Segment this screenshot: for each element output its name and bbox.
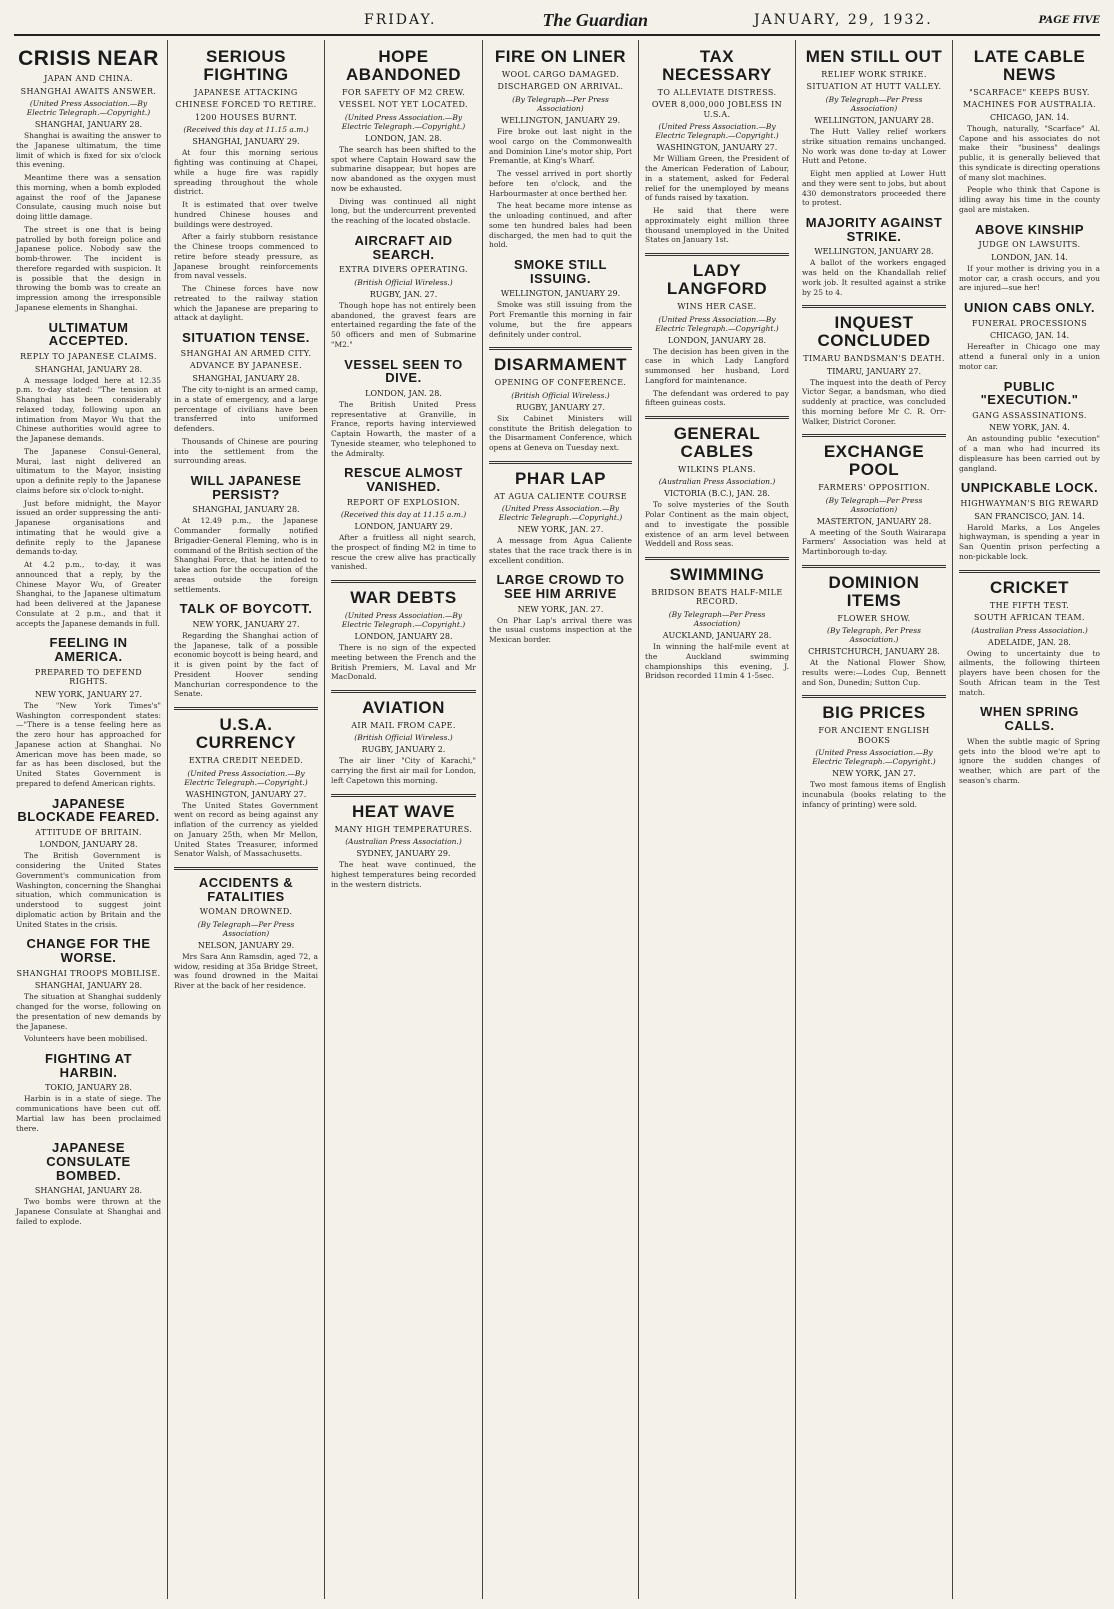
dateline: RUGBY, JANUARY 27. (516, 402, 605, 412)
article (16, 48, 161, 313)
article (331, 580, 476, 682)
article-paragraph: It is estimated that over twelve hundred Chinese houses and buildings were destroyed. (174, 200, 318, 229)
article-paragraph: At four this morning serious fighting was continuing at Chapei, while a huge fire was rapidly spreading throughout the whole district. (174, 148, 318, 197)
article-subheading: FOR ANCIENT ENGLISH BOOKS (818, 726, 930, 745)
article-headline: FEELING IN AMERICA. (49, 635, 128, 664)
article-headline: TALK OF BOYCOTT. (179, 601, 313, 617)
column-3 (324, 40, 482, 1599)
article-headline: EXCHANGE POOL (802, 434, 946, 479)
article-paragraph: The street is one that is being patrolled by both foreign police and Japanese police. Nobody saw the bomb-thrower. The incident is therefore regarded with suspicion. It is possible that the design in throwing the bomb was to create an impression among the irresponsible Japanese elements in Shanghai. (16, 224, 161, 312)
article-paragraph: The British United Press representative at Granville, in France, reports having interviewed Captain Howarth, the master of a Tyneside steamer, who telephoned to the Admiralty. (331, 399, 476, 458)
article-headline: MAJORITY AGAINST STRIKE. (805, 215, 943, 244)
article-paragraph: He said that there were approximately eight million three thousand unemployed in the United States on January 1st. (645, 206, 789, 245)
article (959, 380, 1100, 474)
article-headline: JAPANESE CONSULATE BOMBED. (46, 1140, 131, 1183)
article-paragraph: After a fruitless all night search, the prospect of finding M2 in time to rescue the crew alive has practically vanished. (331, 533, 476, 572)
article-subheading: OPENING OF CONFERENCE. (494, 378, 627, 388)
dateline: NEW YORK, JAN. 27. (517, 604, 604, 614)
dateline: WASHINGTON, JANUARY 27. (656, 143, 778, 153)
article-paragraph: A meeting of the South Wairarapa Farmers' Association was held at Martinborough to-day. (802, 527, 946, 557)
article-subheading: MANY HIGH TEMPERATURES. (334, 824, 473, 834)
dateline: SHANGHAI, JANUARY 29. (192, 137, 300, 147)
dateline: LONDON, JANUARY 28. (668, 335, 766, 345)
column-1 (10, 40, 167, 1599)
article-headline: UNION CABS ONLY. (963, 300, 1096, 316)
article-paragraph: Regarding the Shanghai action of the Japanese, talk of a possible economic boycott is being heard, and it is given point by the fact of President Hoover sending Manchurian correspondence to the Senate. (174, 630, 318, 699)
article (959, 48, 1100, 215)
article-headline: CRISIS NEAR (18, 47, 159, 70)
article-headline: LARGE CROWD TO SEE HIM ARRIVE (496, 572, 625, 602)
dateline: SHANGHAI, JANUARY 28. (192, 505, 300, 515)
article-subheading: TIMARU BANDSMAN'S DEATH. (803, 354, 945, 363)
article (489, 461, 632, 566)
dateline: LONDON, JANUARY 28. (354, 632, 453, 641)
article (802, 305, 946, 426)
dateline: CHICAGO, JAN. 14. (989, 331, 1069, 341)
article (16, 321, 161, 629)
article-headline: WHEN SPRING CALLS. (980, 704, 1079, 734)
article-paragraph: Fire broke out last night in the wool cargo on the Commonwealth and Dominion Line's motor ship, Port Fremantle, at King's Wharf. (489, 127, 632, 166)
article-subheading: JAPAN AND CHINA. (44, 74, 133, 84)
column-7 (952, 40, 1106, 1599)
article-subheading: FARMERS' OPPOSITION. (818, 483, 930, 493)
article-paragraph: The air liner "City of Karachi," carrying the first air mail for London, left Capetown this morning. (331, 756, 476, 785)
article-headline: SITUATION TENSE. (182, 330, 310, 346)
article-paragraph: The city to-night is an armed camp, in a state of emergency, and a large percentage of civilians have been transferred into uniformed defenders. (174, 385, 318, 434)
article-headline: JAPANESE BLOCKADE FEARED. (17, 795, 160, 825)
article-headline: LADY LANGFORD (645, 253, 789, 298)
wire-credit: (Received this day at 11.15 a.m.) (340, 510, 467, 520)
article-headline: PUBLIC "EXECUTION." (980, 378, 1079, 408)
article (959, 481, 1100, 561)
article-paragraph: In winning the half-mile event at the Auckland swimming championships this evening, J. Bridson recorded 11min 4 1-5sec. (645, 642, 789, 681)
article (16, 1052, 161, 1133)
article-headline: U.S.A. CURRENCY (174, 707, 318, 752)
article (331, 690, 476, 786)
article-paragraph: Harold Marks, a Los Angeles highwayman, is spending a year in San Quentin prison perfecting a non-pickable lock. (959, 522, 1100, 561)
article-paragraph: After a fairly stubborn resistance the Chinese troops commenced to retire before steady pressure, as Japanese brought reinforcements from naval vessels. (174, 232, 318, 281)
article-paragraph: Volunteers have been mobilised. (24, 1034, 148, 1044)
article-subheading: FLOWER SHOW. (837, 613, 911, 623)
article-paragraph: Harbin is in a state of siege. The communications have been cut off. Martial law has been proclaimed there. (16, 1094, 161, 1133)
wire-credit: (United Press Association.—By Electric Telegraph.—Copyright.) (341, 112, 466, 131)
article (174, 48, 318, 323)
wire-credit: (Australian Press Association.) (345, 837, 462, 847)
article-subheading: WILKINS PLANS. (678, 464, 756, 474)
article (16, 937, 161, 1044)
wire-credit: (United Press Association.—By Electric Telegraph.—Copyright.) (184, 768, 308, 787)
article-paragraph: The heat wave continued, the highest temperatures being recorded in the western districts. (331, 860, 476, 889)
article (174, 474, 318, 594)
dateline: NEW YORK, JAN. 4. (989, 423, 1070, 433)
article-subheading: VESSEL NOT YET LOCATED. (339, 100, 468, 110)
article (489, 573, 632, 645)
article-subheading: FUNERAL PROCESSIONS (971, 318, 1088, 328)
article-subheading: REPLY TO JAPANESE CLAIMS. (20, 352, 157, 362)
column-4 (482, 40, 638, 1599)
article-headline: HOPE ABANDONED (346, 47, 461, 84)
dateline: VICTORIA (B.C.), JAN. 28. (664, 489, 770, 499)
dateline: SYDNEY, JANUARY 29. (356, 849, 451, 859)
article-paragraph: On Phar Lap's arrival there was the usual customs inspection at the Mexican border. (489, 615, 632, 645)
article-subheading: JAPANESE ATTACKING (194, 87, 298, 97)
article-paragraph: Shanghai is awaiting the answer to the Japanese ultimatum, the time limit of which is fixed for six o'clock this evening. (16, 131, 161, 170)
dateline: RUGBY, JANUARY 2. (361, 745, 446, 755)
article-subheading: BRIDSON BEATS HALF-MILE RECORD. (651, 587, 783, 607)
article (331, 234, 476, 350)
article-paragraph: The situation at Shanghai suddenly changed for the worse, following on the presentation of new demands by the Japanese. (16, 992, 161, 1031)
article-paragraph: To solve mysteries of the South Polar Continent as the main object, and to investigate the possible existence of an arm level between Weddell and Ross seas. (645, 500, 789, 549)
dateline: NELSON, JANUARY 29. (197, 940, 295, 950)
wire-credit: (By Telegraph—Per Press Association) (668, 610, 766, 629)
article-paragraph: People who think that Capone is idling away his time in the county gaol are mistaken. (959, 185, 1100, 214)
dateline: WELLINGTON, JANUARY 29. (500, 116, 621, 126)
article (331, 794, 476, 890)
article-headline: DOMINION ITEMS (802, 565, 946, 610)
wire-credit: (By Telegraph, Per Press Association.) (827, 626, 921, 645)
article (959, 705, 1100, 785)
article-paragraph: The Japanese Consul-General, Murai, last night delivered an ultimatum to the Mayor, insisting upon a definite reply to the Japanese claims before six o'clock to-night. (16, 446, 161, 495)
column-6 (795, 40, 952, 1599)
dateline: CHRISTCHURCH, JANUARY 28. (808, 647, 940, 657)
wire-credit: (Australian Press Association.) (658, 477, 776, 487)
article-paragraph: Eight men applied at Lower Hutt and they were sent to jobs, but about 430 demonstrators proceeded there to protest. (802, 169, 946, 208)
dateline: LONDON, JANUARY 29. (354, 522, 453, 532)
article-headline: SERIOUS FIGHTING (203, 47, 289, 84)
article-headline: SWIMMING (645, 557, 789, 584)
wire-credit: (United Press Association.—By Electric Telegraph.—Copyright.) (812, 748, 936, 767)
article (959, 301, 1100, 371)
article (174, 707, 318, 859)
article-paragraph: Though, naturally, "Scarface" Al. Capone and his associates do not make their "business" dealings public, it is generally believed that this syndicate is directing operations of many slot machines. (959, 123, 1101, 182)
article-subheading: SHANGHAI TROOPS MOBILISE. (16, 968, 161, 978)
article-headline: DISARMAMENT (489, 347, 632, 374)
article (645, 253, 789, 408)
article-headline: INQUEST CONCLUDED (802, 305, 946, 350)
article-headline: FIRE ON LINER (494, 47, 627, 66)
dateline: TOKIO, JANUARY 28. (45, 1083, 132, 1093)
masthead (14, 6, 1100, 36)
article (174, 331, 318, 466)
article-subheading: MACHINES FOR AUSTRALIA. (963, 100, 1096, 110)
article-headline: CHANGE FOR THE WORSE. (26, 936, 151, 966)
article (802, 434, 946, 557)
article (331, 466, 476, 572)
article-headline: BIG PRICES (802, 695, 946, 722)
article-subheading: RELIEF WORK STRIKE. (821, 69, 927, 79)
article-subheading: WOMAN DROWNED. (199, 907, 293, 917)
article-paragraph: Owing to uncertainty due to ailments, the following thirteen players have been chosen for the South African team in the Test match. (959, 648, 1100, 697)
article-subheading: WINS HER CASE. (677, 301, 757, 311)
article-paragraph: Two bombs were thrown at the Japanese Consulate at Shanghai and failed to explode. (16, 1197, 161, 1226)
masthead-date: JANUARY, 29, 1932. (753, 12, 933, 28)
wire-credit: (British Official Wireless.) (354, 277, 453, 287)
article-subheading: DISCHARGED ON ARRIVAL. (497, 82, 624, 92)
article-paragraph: Meantime there was a sensation this morning, when a bomb exploded against the roof of the Japanese Consulate, causing much noise but doing little damage. (16, 173, 161, 222)
article (802, 48, 946, 208)
wire-credit: (United Press Association.—By Electric Telegraph.—Copyright.) (498, 504, 623, 523)
article-paragraph: The inquest into the death of Percy Victor Segar, a bandsman, who died suddenly at practice, was concluded this morning before Mr C. R. Orr-Walker, District Coroner. (802, 377, 946, 426)
article-paragraph: The decision has been given in the case in which Lady Langford summonsed her husband, Lord Langford for maintenance. (645, 346, 789, 385)
dateline: LONDON, JAN. 14. (991, 252, 1068, 262)
masthead-title: The Guardian (542, 9, 648, 30)
article-paragraph: The Hutt Valley relief workers strike situation remains unchanged. No work was done to-day at Lower Hutt and Petone. (802, 127, 946, 166)
dateline: AUCKLAND, JANUARY 28. (662, 631, 772, 641)
wire-credit: (United Press Association.—By Electric Telegraph.—Copyright.) (655, 122, 779, 141)
article-paragraph: At the National Flower Show, results were:—Lodes Cup, Bennett and Son, Dunedin; Sutton Cup. (802, 658, 946, 687)
article (959, 223, 1100, 293)
article-headline: MEN STILL OUT (805, 47, 943, 66)
article-headline: UNPICKABLE LOCK. (960, 480, 1099, 496)
article-subheading: AIR MAIL FROM CAPE. (351, 720, 456, 730)
dateline: SHANGHAI, JANUARY 28. (192, 374, 300, 384)
dateline: SHANGHAI, JANUARY 28. (34, 120, 143, 130)
article-paragraph: At 4.2 p.m., to-day, it was announced that a reply, by the Chinese Mayor Wu, of Greater Shanghai, to the Japanese ultimatum had been delivered at the Japanese Consulate at 2 p.m., and that it accepts the Japanese demands in full. (16, 560, 161, 628)
article-subheading: SHANGHAI AWAITS ANSWER. (20, 86, 157, 96)
wire-credit: (By Telegraph—Per Press Association) (825, 95, 923, 114)
article-subheading: SOUTH AFRICAN TEAM. (974, 613, 1085, 623)
wire-credit: (Australian Press Association.) (971, 625, 1088, 635)
article-paragraph: The "New York Times's" Washington correspondent states:—"There is a tense feeling here as the zero hour has approached for Japanese action at Shanghai. No American move has been made, so far as has been disclosed, but the United States Government is prepared to defend American rights. (16, 700, 161, 788)
article-paragraph: There is no sign of the expected meeting between the French and the British Premiers, M. Laval and Mr MacDonald. (331, 643, 476, 682)
article-paragraph: The defendant was ordered to pay fifteen guineas costs. (645, 388, 789, 408)
dateline: WASHINGTON, JANUARY 27. (185, 789, 307, 799)
article-subheading: OVER 8,000,000 JOBLESS IN U.S.A. (651, 100, 783, 119)
article-paragraph: Thousands of Chinese are pouring into the settlement from the surrounding areas. (174, 436, 318, 466)
wire-credit: (By Telegraph—Per Press Association) (197, 919, 295, 938)
column-5 (638, 40, 795, 1599)
article-paragraph: An astounding public "execution" of a man who had incurred its displeasure has been carried out by gangland. (959, 434, 1100, 473)
article (174, 867, 318, 991)
article-paragraph: When the subtle magic of Spring gets into the blood we're apt to ignore the sudden changes of weather, which are part of the season's charm. (959, 736, 1100, 785)
dateline: CHICAGO, JAN. 14. (989, 112, 1069, 122)
article-paragraph: The heat became more intense as the unloading continued, and after some ten hundred bales had been discharged, the men had to quit the hold. (489, 201, 632, 250)
dateline: WELLINGTON, JANUARY 28. (814, 116, 934, 126)
wire-credit: (British Official Wireless.) (511, 390, 610, 400)
article-subheading: JUDGE ON LAWSUITS. (978, 240, 1081, 250)
article (959, 570, 1100, 698)
article-subheading: "SCARFACE" KEEPS BUSY. (969, 87, 1090, 97)
article (489, 347, 632, 452)
article-paragraph: If your mother is driving you in a motor car, a crash occurs, and you are injured—sue her! (959, 263, 1100, 293)
article-headline: ABOVE KINSHIP (974, 221, 1085, 237)
article-subheading: TO ALLEVIATE DISTRESS. (657, 87, 777, 97)
article-subheading: WOOL CARGO DAMAGED. (501, 69, 620, 79)
article-paragraph: The Chinese forces have now retreated to the railway station which the Japanese are preparing to attack at daylight. (174, 284, 318, 323)
dateline: NEW YORK, JAN 27. (832, 769, 916, 779)
article-subheading: SITUATION AT HUTT VALLEY. (806, 82, 942, 92)
article (16, 1141, 161, 1226)
article-paragraph: At 12.49 p.m., the Japanese Commander formally notified Brigadier-General Fleming, who is in command of the British section of the Shanghai Force, that he intended to take action for the occupation of the areas outside the foreign settlements. (174, 516, 318, 594)
article-subheading: 1200 HOUSES BURNT. (194, 112, 298, 122)
dateline: SHANGHAI, JANUARY 28. (34, 364, 143, 374)
article (174, 602, 318, 699)
wire-credit: (By Telegraph—Per Press Association) (825, 495, 923, 514)
dateline: ADELAIDE, JAN. 28. (988, 637, 1071, 647)
article-headline: VESSEL SEEN TO DIVE. (344, 356, 463, 386)
wire-credit: (Received this day at 11.15 a.m.) (183, 125, 309, 135)
article (489, 48, 632, 250)
dateline: TIMARU, JANUARY 27. (826, 366, 922, 376)
article-subheading: ADVANCE BY JAPANESE. (189, 361, 303, 371)
dateline: SHANGHAI, JANUARY 28. (34, 1186, 143, 1196)
article-paragraph: Though hope has not entirely been abandoned, the gravest fears are entertained regarding the fate of the 50 officers and men of Submarine "M2." (331, 300, 476, 349)
article (645, 416, 789, 549)
wire-credit: (British Official Wireless.) (354, 733, 453, 743)
masthead-day: FRIDAY. (364, 12, 437, 28)
article-paragraph: Six Cabinet Ministers will constitute the British delegation to the Disarmament Conference, which opens at Geneva on Tuesday next. (489, 413, 632, 452)
article-subheading: THE FIFTH TEST. (989, 600, 1070, 610)
dateline: NEW YORK, JANUARY 27. (192, 619, 300, 629)
article (802, 695, 946, 809)
article-paragraph: The British Government is considering the United States Government's communication from Washington, concerning the Shanghai situation, which communication is understood to suggest joint diplomatic action by Britain and the United States in the crisis. (16, 851, 161, 929)
article-paragraph: Two most famous items of English incunabula (books relating to the infancy of printing) were sold. (802, 780, 946, 809)
article-subheading: FOR SAFETY OF M2 CREW. (341, 87, 466, 97)
article (16, 797, 161, 930)
article-headline: TAX NECESSARY (662, 47, 772, 84)
dateline: WELLINGTON, JANUARY 28. (814, 247, 934, 257)
article-paragraph: A ballot of the workers engaged was held on the Khandallah relief work job. It resulted against a strike by 25 to 4. (802, 258, 946, 297)
dateline: LONDON, JANUARY 28. (39, 840, 138, 850)
article-headline: CRICKET (959, 570, 1100, 597)
article-subheading: GANG ASSASSINATIONS. (972, 410, 1087, 420)
dateline: SHANGHAI, JANUARY 28. (34, 981, 143, 991)
article-headline: WILL JAPANESE PERSIST? (190, 473, 302, 502)
article-paragraph: Smoke was still issuing from the Port Fremantle this morning in fair volume, but the fire appears definitely under control. (489, 300, 632, 339)
article-subheading: CHINESE FORCED TO RETIRE. (175, 100, 317, 110)
article-paragraph: Mr William Green, the President of the American Federation of Labour, in a statement, asked for Federal relief for the unemployed by means of funds raised by taxation. (645, 154, 789, 203)
article-paragraph: The United States Government went on record as being against any inflation of the currency as yielded on January 25th, when Mr Mellon, United States Treasurer, informed Senator Walsh, of Massachusetts. (174, 800, 318, 859)
article-paragraph: Diving was continued all night long, but the undercurrent prevented the reaching of the located obstacle. (331, 196, 476, 226)
article-subheading: AT AGUA CALIENTE COURSE (493, 491, 628, 501)
article (802, 565, 946, 688)
article (802, 216, 946, 297)
article-headline: FIGHTING AT HARBIN. (44, 1051, 133, 1080)
article-paragraph: Just before midnight, the Mayor issued an order suppressing the anti-Japanese organisations and intimating that he would give a definite reply to the Japanese demands to-day. (16, 498, 161, 557)
article-paragraph: The vessel arrived in port shortly before ten o'clock, and the Harbourmaster at once berthed her. (489, 169, 632, 198)
article-headline: SMOKE STILL ISSUING. (514, 257, 607, 286)
article-paragraph: A message from Agua Caliente states that the race track there is in excellent condition. (489, 536, 632, 565)
wire-credit: (United Press Association.—By Electric Telegraph.—Copyright.) (26, 99, 151, 118)
article-subheading: REPORT OF EXPLOSION. (346, 497, 461, 507)
wire-credit: (United Press Association.—By Electric Telegraph.—Copyright.) (655, 314, 779, 333)
article-headline: WAR DEBTS (331, 580, 476, 607)
dateline: RUGBY, JAN. 27. (369, 289, 438, 299)
article-subheading: EXTRA CREDIT NEEDED. (188, 755, 304, 765)
article-paragraph: Mrs Sara Ann Ramsdin, aged 72, a widow, residing at 35a Bridge Street, was found drowned in the Maitai River at the back of her residence. (174, 951, 318, 991)
dateline: MASTERTON, JANUARY 28. (816, 516, 932, 526)
dateline: NEW YORK, JANUARY 27. (34, 689, 143, 699)
dateline: SAN FRANCISCO, JAN. 14. (974, 511, 1085, 521)
article-subheading: SHANGHAI AN ARMED CITY. (180, 348, 312, 358)
article-headline: LATE CABLE NEWS (973, 47, 1086, 84)
article-paragraph: A message lodged here at 12.35 p.m. to-day stated: "The tension at Shanghai has been considerably relaxed today, following upon an intimation from Mayor Wu that the Chinese authorities would agree to the Japanese demands. (16, 375, 161, 444)
dateline: NEW YORK, JAN. 27. (517, 525, 604, 535)
article (331, 48, 476, 226)
column-2 (167, 40, 324, 1599)
article-headline: AIRCRAFT AID SEARCH. (354, 232, 453, 262)
article-headline: GENERAL CABLES (645, 416, 789, 461)
wire-credit: (By Telegraph—Per Press Association) (512, 95, 609, 114)
column-grid (10, 40, 1104, 1599)
article-headline: ULTIMATUM ACCEPTED. (48, 319, 129, 349)
article (16, 636, 161, 788)
article (645, 48, 789, 245)
article-headline: RESCUE ALMOST VANISHED. (344, 465, 463, 494)
dateline: WELLINGTON, JANUARY 29. (500, 289, 621, 299)
article-headline: PHAR LAP (489, 461, 632, 488)
article (331, 358, 476, 459)
article-subheading: PREPARED TO DEFEND RIGHTS. (34, 667, 143, 687)
dateline: LONDON, JAN. 28. (365, 388, 442, 398)
article (645, 557, 789, 681)
wire-credit: (United Press Association.—By Electric Telegraph.—Copyright.) (341, 611, 466, 629)
article (489, 258, 632, 339)
article-subheading: HIGHWAYMAN'S BIG REWARD (960, 499, 1099, 509)
masthead-page-number: PAGE FIVE (1038, 14, 1100, 26)
article-paragraph: The search has been shifted to the spot where Captain Howard saw the submarine disappear, but hopes are now abandoned as the oxygen must now be exhausted. (331, 144, 476, 193)
dateline: LONDON, JAN. 28. (365, 133, 442, 143)
article-subheading: ATTITUDE OF BRITAIN. (35, 827, 142, 837)
article-headline: HEAT WAVE (331, 794, 476, 821)
article-subheading: EXTRA DIVERS OPERATING. (339, 265, 468, 275)
article-paragraph: Hereafter in Chicago one may attend a funeral only in a union motor car. (959, 342, 1100, 371)
article-headline: AVIATION (331, 690, 476, 717)
article-headline: ACCIDENTS & FATALITIES (174, 867, 318, 903)
